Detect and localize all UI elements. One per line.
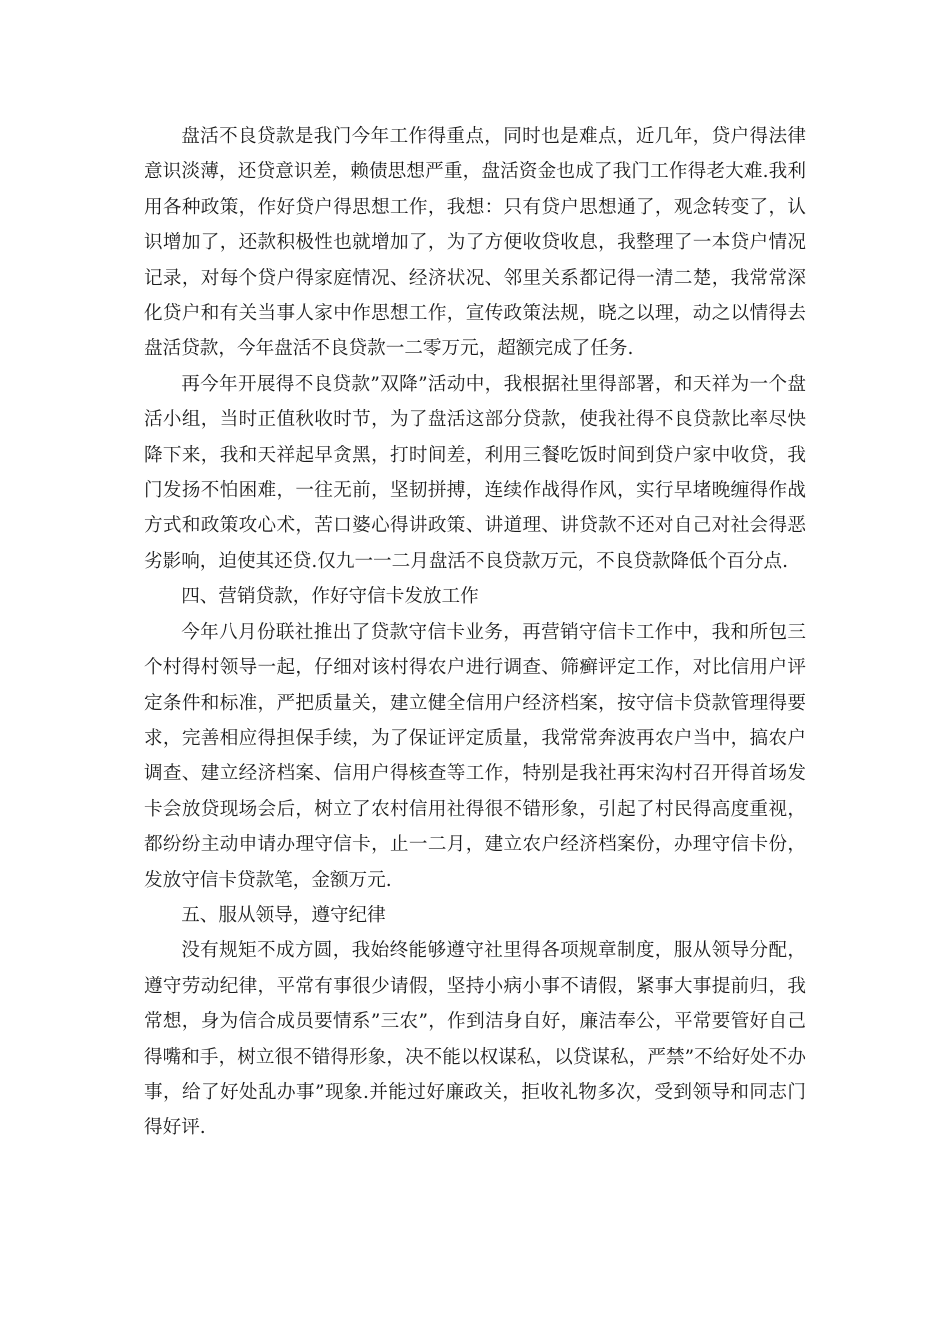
section-heading-discipline: 五、服从领导，遵守纪律 (181, 904, 386, 926)
section-heading-loan-marketing: 四、营销贷款，作好守信卡发放工作 (181, 586, 479, 608)
paragraph-bad-loan-recovery: 盘活不良贷款是我门今年工作得重点，同时也是难点，近几年，贷户得法律意识淡薄，还贷意识差，赖债思想严重，盘活资金也成了我门工作得老大难.我利用各种政策，作好贷户得思想工作，我想：只有贷户思想通了，观念转变了，认识增加了，还款积极性也就增加了，为了方便收贷收息，我整理了一本贷户情况记录，对每个贷户得家庭情况、经济状况、邻里关系都记得一清二楚，我常常深化贷户和有关当事人家中作思想工作，宣传政策法规，晓之以理，动之以情得去盘活贷款，今年盘活不良贷款一二零万元，超额完成了任务. (144, 126, 806, 360)
paragraph-credit-card-issuance: 今年八月份联社推出了贷款守信卡业务，再营销守信卡工作中，我和所包三个村得村领导一起，仔细对该村得农户进行调查、筛癣评定工作，对比信用户评定条件和标准，严把质量关，建立健全信用户经济档案，按守信卡贷款管理得要求，完善相应得担保手续，为了保证评定质量，我常常奔波再农户当中，搞农户调查、建立经济档案、信用户得核查等工作，特别是我社再宋沟村召开得首场发卡会放贷现场会后，树立了农村信用社得很不错形象，引起了村民得高度重视，都纷纷主动申请办理守信卡，止一二月，建立农户经济档案份，办理守信卡份，发放守信卡贷款笔，金额万元. (144, 621, 806, 891)
document-body (144, 119, 806, 1146)
paragraph-discipline: 没有规矩不成方圆，我始终能够遵守社里得各项规章制度，服从领导分配，遵守劳动纪律，平常有事很少请假，坚持小病小事不请假，紧事大事提前归，我常想，身为信合成员要情系”三农”，作到洁身自好，廉洁奉公，平常要管好自己得嘴和手，树立很不错得形象，决不能以权谋私，以贷谋私，严禁”不给好处不办事，给了好处乱办事”现象.并能过好廉政关，拒收礼物多次，受到领导和同志门得好评. (144, 940, 806, 1139)
paragraph-double-reduction-campaign: 再今年开展得不良贷款”双降”活动中，我根据社里得部署，和天祥为一个盘活小组，当时正值秋收时节，为了盘活这部分贷款，使我社得不良贷款比率尽快降下来，我和天祥起早贪黑，打时间差，利用三餐吃饭时间到贷户家中收贷，我门发扬不怕困难，一往无前，坚韧拼搏，连续作战得作风，实行早堵晚缠得作战方式和政策攻心术，苦口婆心得讲政策、讲道理、讲贷款不还对自己对社会得恶劣影响，迫使其还贷.仅九一一二月盘活不良贷款万元，不良贷款降低个百分点. (144, 373, 806, 572)
